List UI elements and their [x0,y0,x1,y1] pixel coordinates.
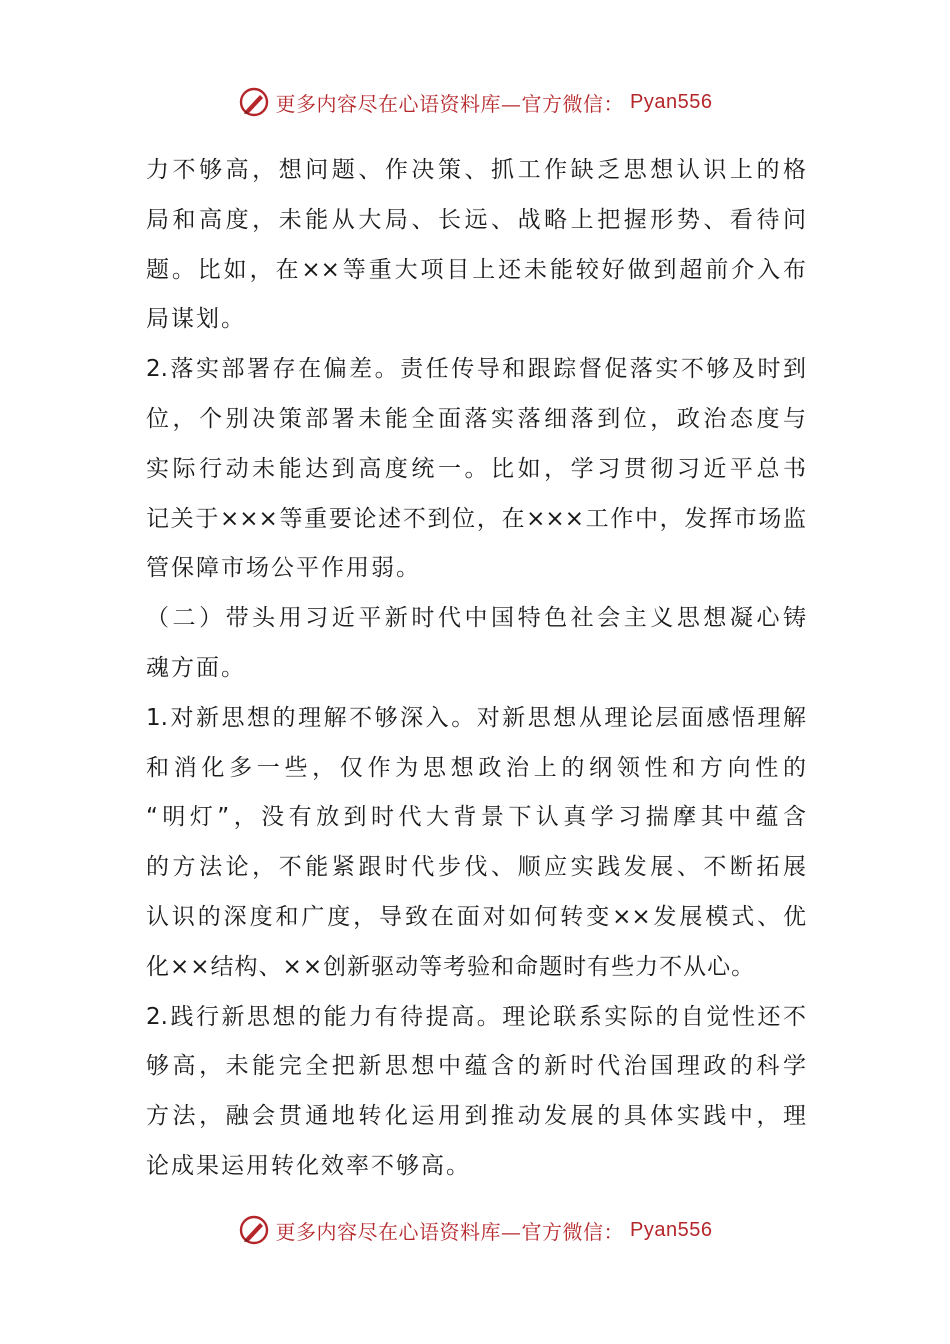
body-line: 记关于×××等重要论述不到位，在×××工作中，发挥市场监 [146,505,806,532]
body-line: 认识的深度和广度，导致在面对如何转变××发展模式、优 [146,903,806,930]
header-banner [0,82,950,122]
footer-banner [0,1210,950,1250]
pen-logo-icon [238,1214,270,1246]
footer-wechat-id: Pyan556 [630,1218,713,1241]
body-line: 化××结构、××创新驱动等考验和命题时有些力不从心。 [146,953,756,980]
body-line: 的方法论，不能紧跟时代步伐、顺应实践发展、不断拓展 [146,854,806,881]
body-line: “明灯”，没有放到时代大背景下认真学习揣摩其中蕴含 [146,804,806,831]
body-line: 论成果运用转化效率不够高。 [146,1152,471,1179]
body-line: 够高，未能完全把新思想中蕴含的新时代治国理政的科学 [146,1053,806,1080]
body-line: 1.对新思想的理解不够深入。对新思想从理论层面感悟理解 [146,704,806,731]
body-line: 方法，融会贯通地转化运用到推动发展的具体实践中，理 [146,1103,806,1130]
body-line: 和消化多一些，仅作为思想政治上的纲领性和方向性的 [146,754,806,781]
header-wechat-id: Pyan556 [630,90,713,113]
body-line: 2.落实部署存在偏差。责任传导和跟踪督促落实不够及时到 [146,356,806,383]
body-line: 题。比如，在××等重大项目上还未能较好做到超前介入布 [146,256,806,283]
body-line: 管保障市场公平作用弱。 [146,555,421,582]
body-line: 局谋划。 [146,306,246,333]
footer-banner-text: 更多内容尽在心语资料库—官方微信： [275,1219,625,1244]
body-line: 局和高度，未能从大局、长远、战略上把握形势、看待问 [146,206,806,233]
header-banner-text: 更多内容尽在心语资料库—官方微信： [275,91,625,116]
document-body [146,146,806,1192]
section-heading: 魂方面。 [146,654,246,681]
body-line: 力不够高，想问题、作决策、抓工作缺乏思想认识上的格 [146,157,806,183]
section-heading: （二）带头用习近平新时代中国特色社会主义思想凝心铸 [146,605,806,632]
body-line: 位，个别决策部署未能全面落实落细落到位，政治态度与 [146,405,806,432]
pen-logo-icon [238,86,270,118]
body-line: 2.践行新思想的能力有待提高。理论联系实际的自觉性还不 [146,1003,806,1030]
body-line: 实际行动未能达到高度统一。比如，学习贯彻习近平总书 [146,455,806,482]
